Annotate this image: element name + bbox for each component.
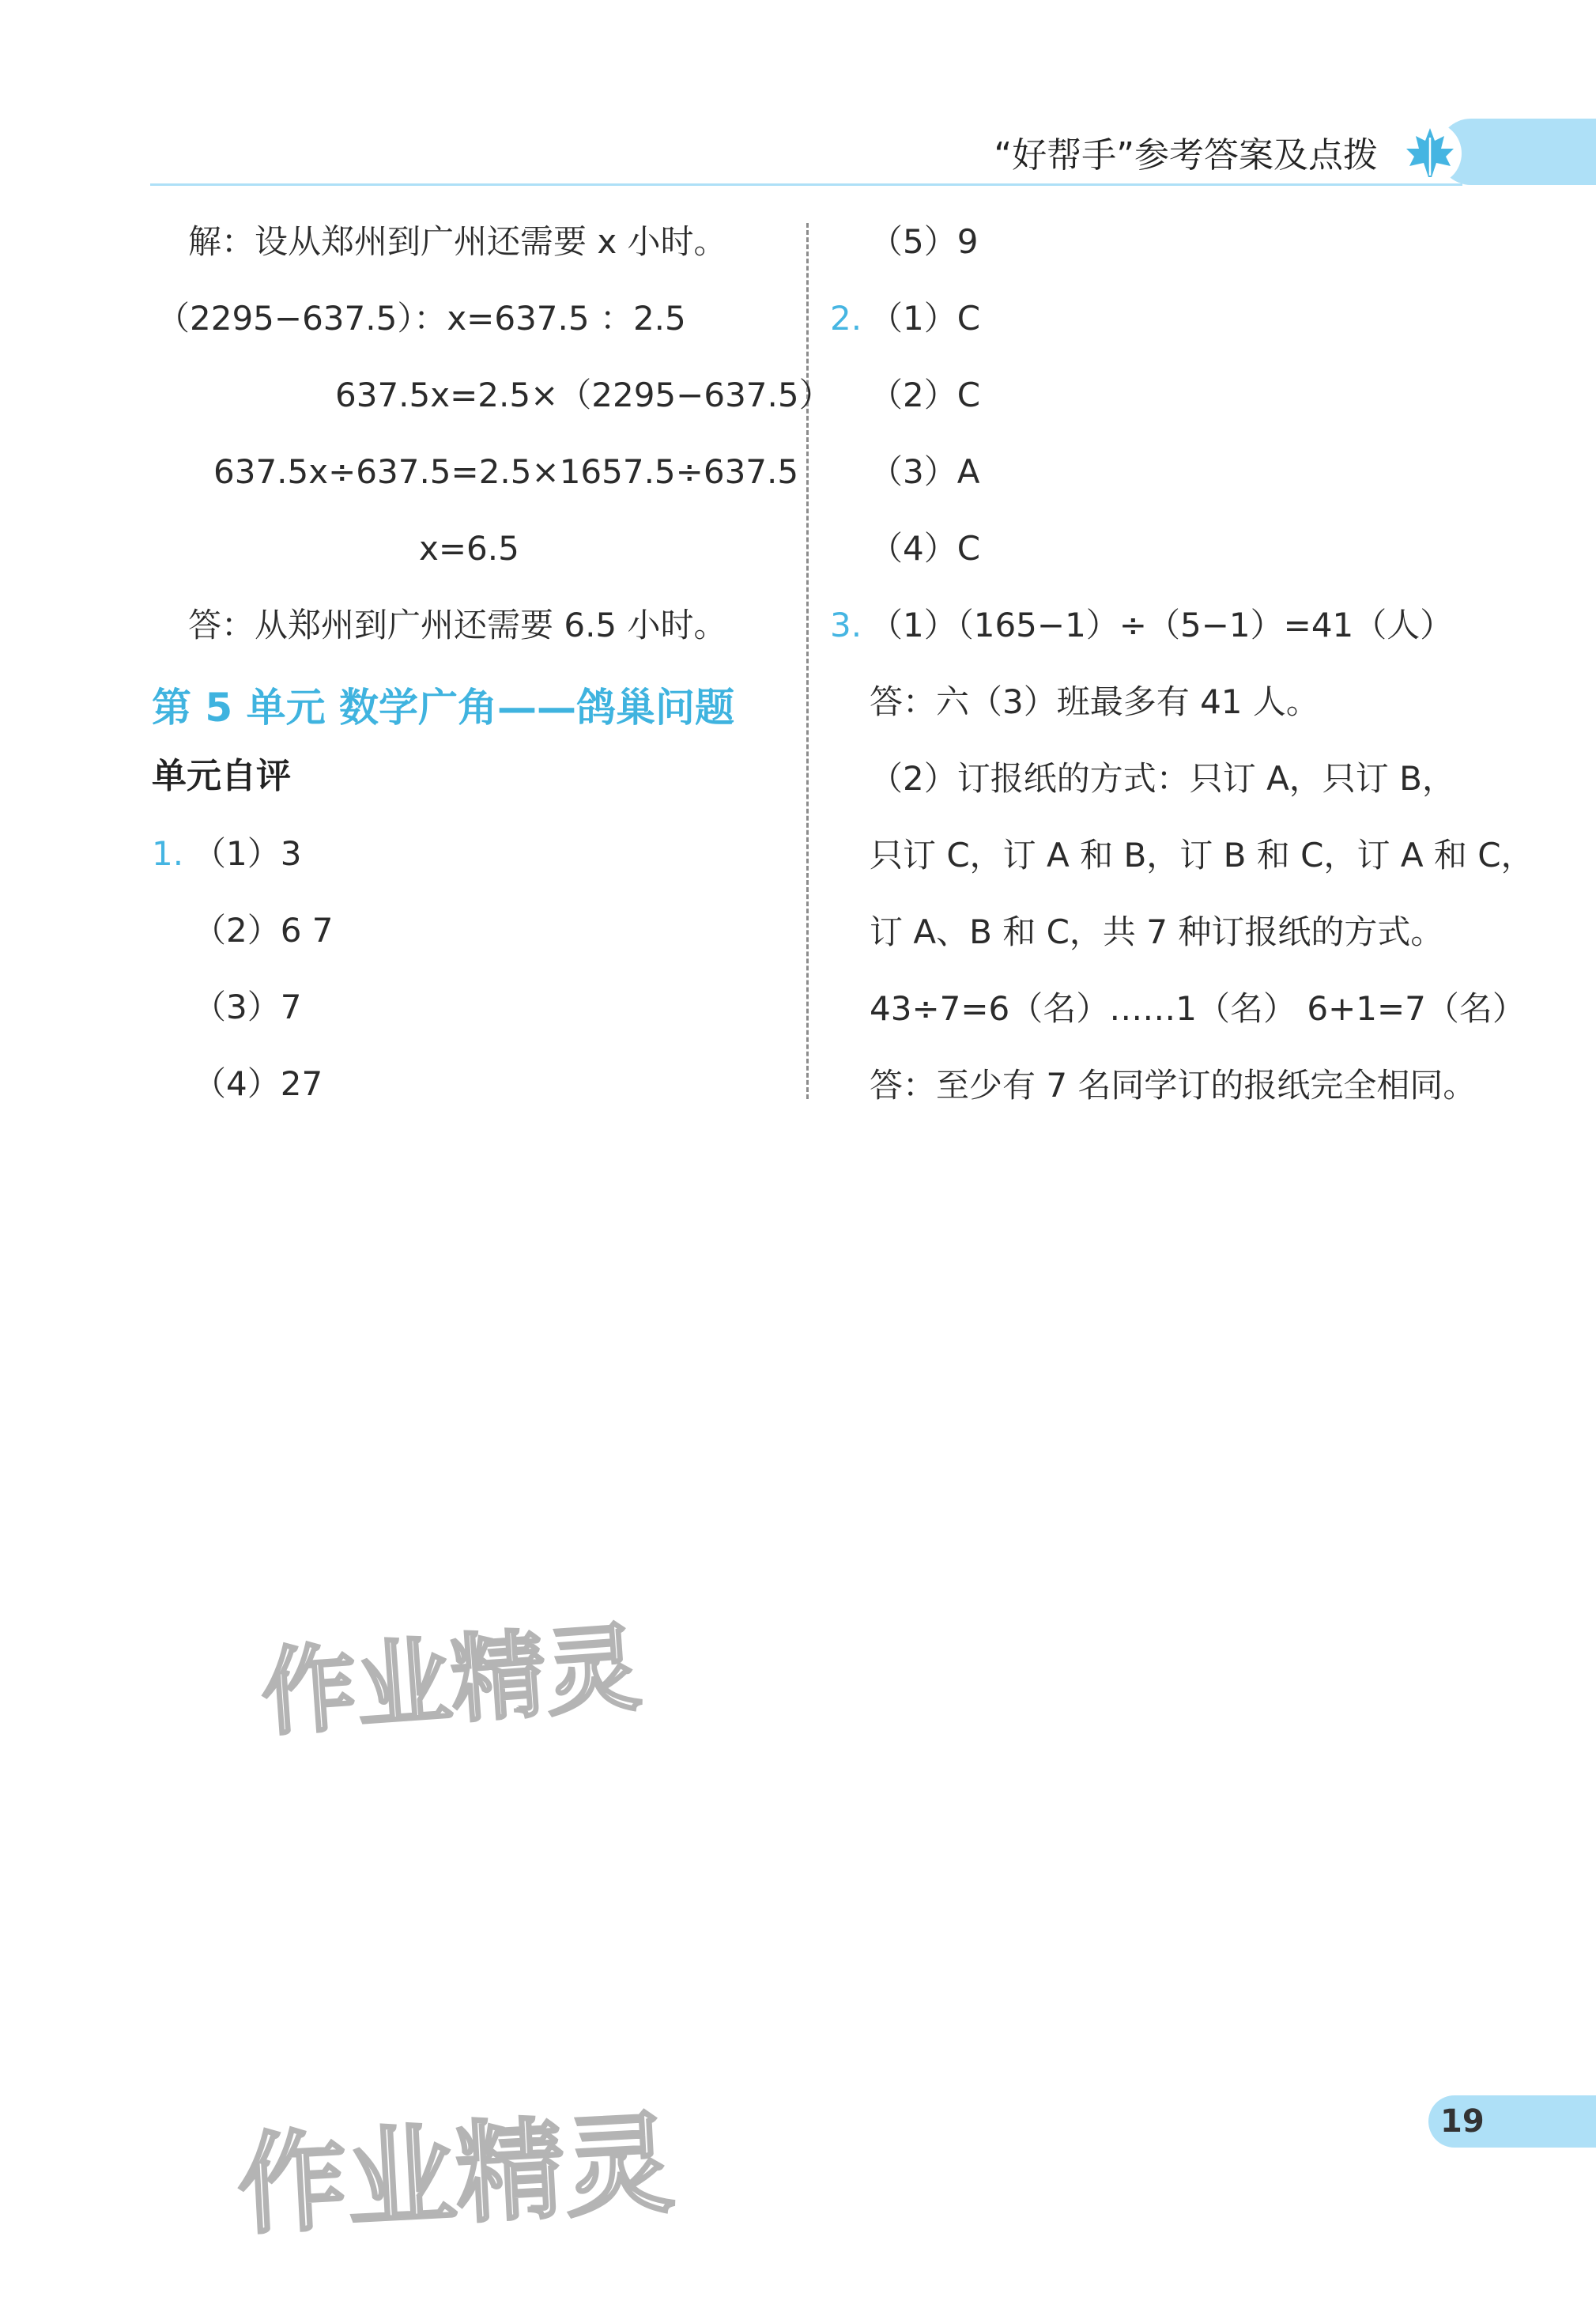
solution-line: x=6.5 bbox=[419, 529, 519, 568]
section-subtitle: 单元自评 bbox=[152, 756, 291, 796]
answer-line: 只订 C，订 A 和 B，订 B 和 C，订 A 和 C， bbox=[870, 836, 1534, 875]
watermark: 作业精灵 bbox=[258, 1613, 644, 1750]
answer-part: （3）7 bbox=[193, 988, 302, 1026]
answer-line: 答：至少有 7 名同学订的报纸完全相同。 bbox=[870, 1066, 1477, 1105]
maple-leaf-icon bbox=[1398, 122, 1462, 185]
answer-part: （5）9 bbox=[870, 222, 979, 261]
header-tab bbox=[1438, 119, 1596, 185]
answer-line: 答：从郑州到广州还需要 6.5 小时。 bbox=[188, 606, 727, 644]
page-number: 19 bbox=[1440, 2103, 1485, 2140]
question-number: 1. bbox=[152, 834, 184, 873]
answer-line: 订 A、B 和 C，共 7 种订报纸的方式。 bbox=[870, 912, 1444, 951]
answer-part: （4）C bbox=[870, 529, 981, 568]
answer-line: （1）（165−1）÷（5−1）=41（人） bbox=[870, 606, 1454, 644]
watermark: 作业精灵 bbox=[234, 2099, 677, 2250]
section-title: 第 5 单元 数学广角——鸽巢问题 bbox=[152, 685, 735, 731]
solution-line: 637.5x=2.5×（2295−637.5） bbox=[335, 376, 832, 414]
solution-line: 637.5x÷637.5=2.5×1657.5÷637.5 bbox=[213, 452, 799, 491]
question-number: 3. bbox=[830, 606, 862, 644]
answer-part: （4）27 bbox=[193, 1064, 323, 1103]
solution-line: 解：设从郑州到广州还需要 x 小时。 bbox=[188, 222, 727, 261]
answer-part: （2）C bbox=[870, 376, 981, 414]
answer-part: （3）A bbox=[870, 452, 980, 491]
column-divider bbox=[806, 223, 809, 1099]
answer-line: 答：六（3）班最多有 41 人。 bbox=[870, 682, 1319, 721]
answer-line: （2）订报纸的方式：只订 A，只订 B， bbox=[870, 759, 1455, 798]
answer-part: （1）C bbox=[870, 299, 981, 338]
answer-part: （1）3 bbox=[193, 834, 302, 873]
header-rule bbox=[150, 183, 1462, 186]
question-number: 2. bbox=[830, 299, 862, 338]
answer-line: 43÷7=6（名）……1（名） 6+1=7（名） bbox=[870, 989, 1526, 1028]
header-title: “好帮手”参考答案及点拨 bbox=[994, 135, 1378, 176]
solution-line: （2295−637.5）：x=637.5 ：2.5 bbox=[157, 299, 686, 338]
answer-part: （2）6 7 bbox=[193, 911, 334, 950]
